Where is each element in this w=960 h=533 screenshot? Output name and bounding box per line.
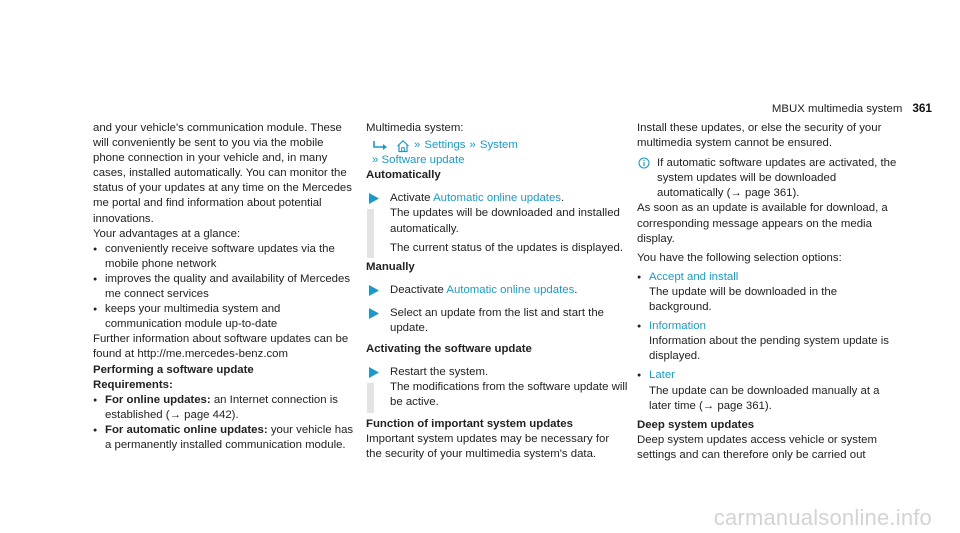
option-description: Information about the pending system update is displayed. (649, 335, 889, 363)
return-arrow-icon (372, 140, 390, 152)
column-2 (366, 121, 628, 462)
page-number: 361 (912, 101, 932, 115)
further-info: Further information about software updates can be found at http://me.mercedes-benz.com (93, 333, 349, 361)
requirement-label: For online updates: (105, 393, 211, 406)
function-text: Important system updates may be necessary for the security of your multimedia system's data. (366, 432, 610, 460)
info-icon (638, 157, 650, 169)
function-heading: Function of important system updates (366, 417, 573, 430)
manually-heading: Manually (366, 260, 415, 273)
automatically-heading: Automatically (366, 169, 441, 182)
arrow-icon: → (169, 408, 181, 421)
step-activate (366, 191, 628, 255)
step-result: The updates will be downloaded and installed automatically. (390, 207, 620, 235)
step-text (390, 283, 628, 298)
path-settings[interactable]: Settings (424, 139, 466, 152)
menu-path-line2 (366, 153, 628, 168)
page-reference[interactable]: page 442). (180, 408, 239, 421)
advantage-item: ● conveniently receive software updates via the mobile phone network (93, 242, 355, 272)
step-suffix: . (560, 192, 565, 205)
information-label[interactable]: Information (649, 320, 706, 333)
step-select-update (366, 306, 628, 336)
info-note (637, 156, 899, 201)
step-arrow-icon (367, 366, 380, 379)
watermark: carmanualsonline.info (713, 504, 932, 530)
step-result: The modifications from the software update will be active. (390, 381, 628, 409)
path-separator: » (372, 154, 379, 167)
step-restart (366, 365, 628, 410)
path-separator: » (469, 139, 476, 152)
path-intro: Multimedia system: (366, 122, 464, 134)
accept-install-label[interactable]: Accept and install (649, 270, 739, 283)
requirement-text: an Internet connection is established ( (105, 393, 338, 421)
path-system[interactable]: System (479, 139, 518, 152)
deep-text: Deep system updates access vehicle or system settings and can therefore only be carried out (637, 433, 877, 461)
step-bar (367, 209, 374, 257)
step-prefix: Deactivate (390, 283, 447, 296)
requirement-item (93, 423, 355, 453)
step-result: The current status of the updates is displayed. (390, 241, 624, 254)
step-arrow-icon (367, 192, 380, 205)
step-text: Restart the system. (390, 366, 489, 379)
requirement-label: For automatic online updates: (105, 423, 268, 436)
path-software-update[interactable]: Software update (381, 154, 465, 167)
page-header (772, 101, 932, 117)
step-prefix: Activate (390, 192, 434, 205)
option-accept-install (637, 270, 899, 285)
intro-paragraph: and your vehicle's communication module. These will conveniently be sent to you via the mobile phone connection in your vehicle and, in many cases, installed automatically. You can monitor the status of your updates at any time on the Mercedes me portal and find information about potential innovations. (93, 122, 352, 225)
advantage-item: ● keeps your multimedia system and communication module up-to-date (93, 302, 355, 332)
automatic-online-updates-link[interactable]: Automatic online updates (433, 192, 561, 205)
download-paragraph: As soon as an update is available for download, a corresponding message appears on the media display. (637, 202, 888, 245)
deep-heading: Deep system updates (637, 418, 755, 431)
menu-path (366, 138, 628, 153)
note-text: If automatic software updates are activated, the system updates will be downloaded automatically (→ page 361). (657, 157, 897, 200)
option-information (637, 319, 899, 334)
step-text (390, 191, 628, 206)
column-1 (93, 121, 355, 453)
options-intro: You have the following selection options: (637, 251, 842, 264)
performing-heading: Performing a software update (93, 363, 254, 376)
step-arrow-icon (367, 284, 380, 297)
step-suffix: . (574, 283, 578, 296)
activating-heading: Activating the software update (366, 343, 532, 356)
path-separator: » (414, 139, 421, 152)
requirement-item (93, 393, 355, 423)
requirement-text: your vehicle has a permanently installed communication module. (105, 423, 354, 451)
advantage-item: ● improves the quality and availability of Mercedes me connect services (93, 272, 355, 302)
automatic-online-updates-link[interactable]: Automatic online updates (446, 283, 575, 296)
advantages-intro: Your advantages at a glance: (93, 227, 241, 240)
step-bar (367, 383, 374, 412)
option-description: The update can be downloaded manually at a later time (→ page 361). (649, 384, 880, 412)
step-deactivate (366, 283, 628, 298)
step-arrow-icon (367, 307, 380, 320)
option-later (637, 368, 899, 383)
section-title: MBUX multimedia system (771, 103, 903, 115)
install-paragraph: Install these updates, or else the security of your multimedia system cannot be ensured. (637, 122, 882, 150)
column-3 (637, 121, 899, 463)
requirements-heading: Requirements: (93, 378, 173, 391)
step-text: Select an update from the list and start the update. (390, 306, 605, 335)
option-description: The update will be downloaded in the background. (649, 285, 838, 314)
later-label[interactable]: Later (649, 369, 675, 382)
home-icon[interactable] (396, 139, 410, 153)
